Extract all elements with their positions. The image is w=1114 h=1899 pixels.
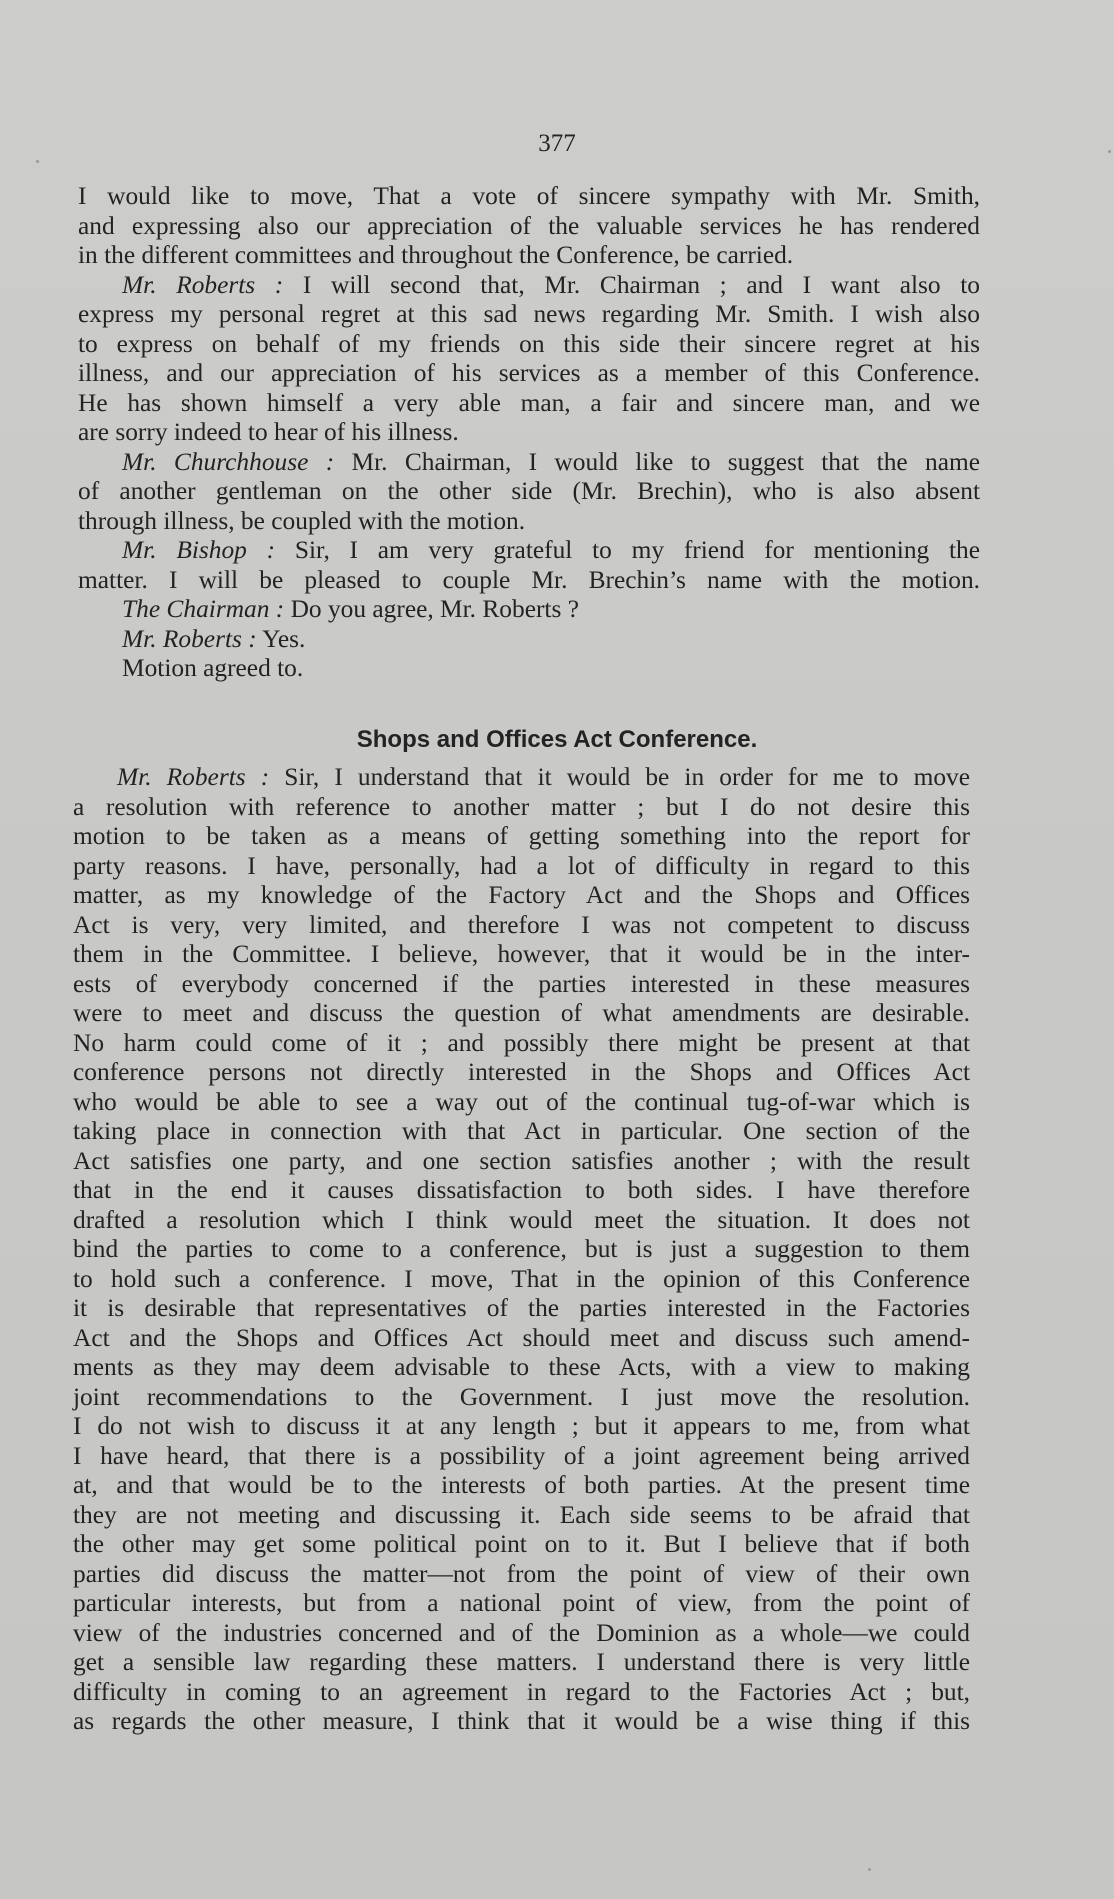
text-line (73, 1235, 970, 1265)
line-text: get a sensible law regarding these matters. I understand there is very little (73, 1648, 970, 1676)
line-text: in the different committees and throughout the Conference, be carried. (78, 241, 794, 269)
text-line (73, 763, 970, 793)
text-line (73, 1560, 970, 1590)
line-text: ments as they may deem advisable to these Acts, with a view to making (73, 1353, 970, 1381)
text-line (78, 595, 980, 625)
line-text: Sir, I am very grateful to my friend for mentioning the (275, 536, 981, 564)
line-text: I will second that, Mr. Chairman ; and I want also to (283, 270, 980, 299)
line-text: to express on behalf of my friends on this side their sincere regret at his (78, 329, 980, 358)
line-text: matter, as my knowledge of the Factory Act and the Shops and Offices (73, 881, 970, 909)
section-heading: Shops and Offices Act Conference. (356, 726, 758, 753)
text-line (73, 1353, 970, 1383)
line-text: they are not meeting and discussing it. Each side seems to be afraid that (73, 1500, 970, 1529)
speaker-name: Mr. Roberts : (122, 624, 257, 653)
line-text: parties did discuss the matter—not from the point of view of their own (73, 1559, 970, 1588)
line-text: joint recommendations to the Government. I just move the resolution. (73, 1382, 970, 1411)
text-line (78, 241, 980, 271)
text-line (73, 852, 970, 882)
text-line (73, 881, 970, 911)
text-line (73, 1471, 970, 1501)
text-line (73, 1265, 970, 1295)
text-line (73, 1442, 970, 1472)
line-text: bind the parties to come to a conference, but is just a suggestion to them (73, 1235, 970, 1263)
text-line (73, 1176, 970, 1206)
speaker-name: The Chairman : (122, 595, 285, 623)
text-line (73, 1501, 970, 1531)
line-text: party reasons. I have, personally, had a lot of difficulty in regard to this (73, 851, 970, 880)
line-text: them in the Committee. I believe, however, that it would be in the inter- (73, 940, 970, 968)
body-text-section-2 (73, 763, 970, 1737)
text-line (73, 1707, 970, 1737)
text-line (78, 448, 980, 478)
line-text: Act is very, very limited, and therefore I was not competent to discuss (73, 910, 970, 939)
line-text: Do you agree, Mr. Roberts ? (284, 595, 579, 623)
line-text: through illness, be coupled with the motion. (78, 506, 526, 535)
text-line (73, 1412, 970, 1442)
text-line (78, 359, 980, 389)
line-text: Act and the Shops and Offices Act should meet and discuss such amend- (73, 1323, 970, 1352)
line-text: drafted a resolution which I think would meet the situation. It does not (73, 1205, 970, 1234)
line-text: motion to be taken as a means of getting something into the report for (73, 822, 970, 850)
text-line (73, 1589, 970, 1619)
line-text: that in the end it causes dissatisfaction to both sides. I have therefore (73, 1176, 970, 1204)
text-line (73, 1029, 970, 1059)
speaker-name: Mr. Churchhouse : (122, 447, 335, 476)
text-line (78, 300, 980, 330)
line-text: who would be able to see a way out of the continual tug-of-war which is (73, 1087, 970, 1116)
line-text: Sir, I understand that it would be in order for me to move (269, 763, 970, 791)
line-text: Mr. Chairman, I would like to suggest that the name (334, 447, 980, 476)
line-text: matter. I will be pleased to couple Mr. Brechin’s name with the motion. (78, 565, 980, 594)
line-text: to hold such a conference. I move, That in the opinion of this Conference (73, 1264, 970, 1293)
speaker-name: Mr. Roberts : (122, 270, 284, 299)
text-line (73, 1383, 970, 1413)
text-line (78, 477, 980, 507)
line-text: illness, and our appreciation of his services as a member of this Conference. (78, 359, 980, 387)
line-text: He has shown himself a very able man, a fair and sincere man, and we (78, 388, 980, 417)
line-text: difficulty in coming to an agreement in regard to the Factories Act ; but, (73, 1677, 970, 1706)
line-text: No harm could come of it ; and possibly there might be present at that (73, 1028, 970, 1057)
text-line (73, 911, 970, 941)
line-text: Act satisfies one party, and one section satisfies another ; with the result (73, 1146, 970, 1175)
text-line (78, 418, 980, 448)
text-line (73, 793, 970, 823)
text-line (78, 271, 980, 301)
text-line (78, 566, 980, 596)
text-line (73, 999, 970, 1029)
text-line (73, 1530, 970, 1560)
line-text: I have heard, that there is a possibility of a joint agreement being arrived (73, 1441, 970, 1470)
text-line (78, 654, 980, 684)
text-line (73, 1206, 970, 1236)
text-line (78, 507, 980, 537)
line-text: conference persons not directly interested in the Shops and Offices Act (73, 1058, 970, 1086)
line-text: taking place in connection with that Act in particular. One section of the (73, 1117, 970, 1145)
line-text: particular interests, but from a national point of view, from the point of (73, 1589, 970, 1617)
page-number: 377 (538, 130, 576, 157)
line-text: of another gentleman on the other side (Mr. Brechin), who is also absent (78, 477, 980, 505)
text-line (78, 182, 980, 212)
text-line (73, 1648, 970, 1678)
line-text: were to meet and discuss the question of what amendments are desirable. (73, 999, 970, 1027)
body-text-section-1 (78, 182, 980, 684)
line-text: a resolution with reference to another matter ; but I do not desire this (73, 792, 970, 821)
speaker-name: Mr. Bishop : (122, 536, 276, 564)
text-line (78, 389, 980, 419)
text-line (78, 330, 980, 360)
text-line (73, 1294, 970, 1324)
text-line (73, 1619, 970, 1649)
line-text: the other may get some political point on to it. But I believe that if both (73, 1530, 970, 1558)
line-text: express my personal regret at this sad news regarding Mr. Smith. I wish also (78, 300, 980, 328)
paper-speck (36, 160, 39, 163)
text-line (73, 1678, 970, 1708)
text-line (73, 940, 970, 970)
text-line (78, 625, 980, 655)
text-line (73, 1147, 970, 1177)
text-line (73, 1117, 970, 1147)
text-line (73, 970, 970, 1000)
line-text: Motion agreed to. (122, 654, 304, 682)
paper-speck (868, 1868, 871, 1871)
text-line (73, 1088, 970, 1118)
line-text: I do not wish to discuss it at any length ; but it appears to me, from what (73, 1412, 970, 1440)
line-text: as regards the other measure, I think that it would be a wise thing if this (73, 1707, 970, 1735)
text-line (73, 1324, 970, 1354)
line-text: view of the industries concerned and of the Dominion as a whole—we could (73, 1618, 970, 1647)
line-text: and expressing also our appreciation of the valuable services he has rendered (78, 211, 980, 240)
text-line (78, 212, 980, 242)
paper-speck (1108, 150, 1111, 153)
line-text: I would like to move, That a vote of sincere sympathy with Mr. Smith, (78, 182, 980, 210)
text-line (73, 1058, 970, 1088)
line-text: Yes. (256, 624, 306, 653)
speaker-name: Mr. Roberts : (117, 763, 270, 791)
line-text: ests of everybody concerned if the parties interested in these measures (73, 969, 970, 998)
text-line (78, 536, 980, 566)
line-text: it is desirable that representatives of the parties interested in the Factories (73, 1294, 970, 1322)
text-line (73, 822, 970, 852)
line-text: are sorry indeed to hear of his illness. (78, 418, 459, 446)
line-text: at, and that would be to the interests of both parties. At the present time (73, 1471, 970, 1499)
